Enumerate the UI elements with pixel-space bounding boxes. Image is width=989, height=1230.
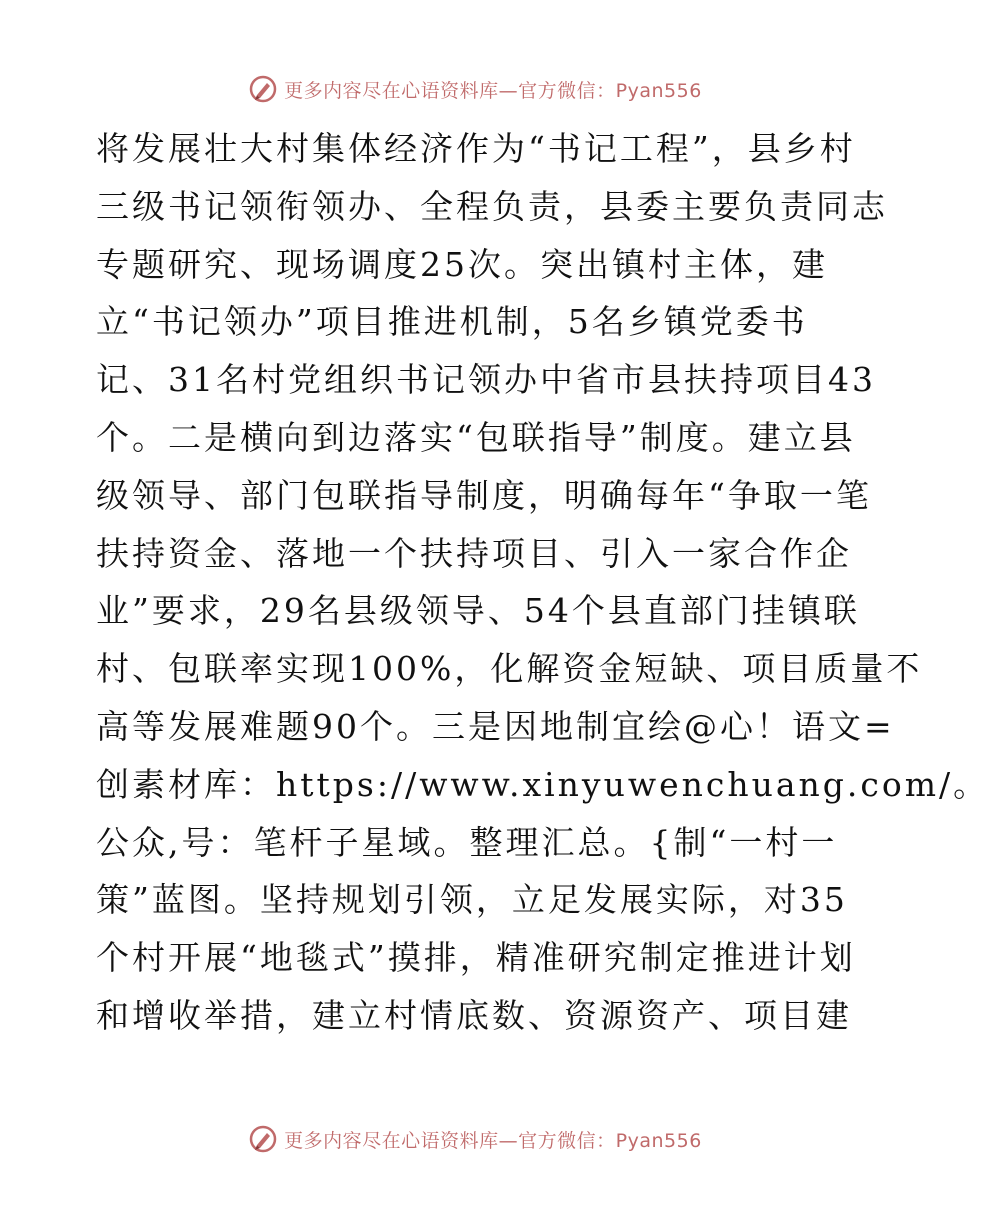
text-line: 创素材库：https://www.xinyuwenchuang.com/。 [96, 764, 989, 804]
text-line: 和增收举措，建立村情底数、资源资产、项目建 [96, 995, 852, 1035]
text-line: 高等发展难题90个。三是因地制宜绘@心！语文= [96, 706, 895, 746]
text-line: 个。二是横向到边落实“包联指导”制度。建立县 [96, 417, 856, 457]
footer-banner [0, 1122, 950, 1156]
text-line: 策”蓝图。坚持规划引领，立足发展实际，对35 [96, 880, 848, 920]
document-body [96, 120, 989, 1045]
text-line: 扶持资金、落地一个扶持项目、引入一家合作企 [96, 533, 852, 573]
text-line: 业”要求，29名县级领导、54个县直部门挂镇联 [96, 591, 860, 631]
header-banner [0, 72, 950, 106]
text-line: 记、31名村党组织书记领办中省市县扶持项目43 [96, 360, 876, 400]
text-line: 个村开展“地毯式”摸排，精准研究制定推进计划 [96, 938, 856, 978]
footer-banner-text: 更多内容尽在心语资料库—官方微信：Pyan556 [284, 1129, 702, 1152]
text-line: 专题研究、现场调度25次。突出镇村主体，建 [96, 244, 828, 284]
text-line: 公众,号：笔杆子星域。整理汇总。{制“一村一 [96, 822, 838, 862]
text-line: 三级书记领衔领办、全程负责，县委主要负责同志 [96, 186, 888, 226]
pen-nib-logo-icon [248, 74, 278, 104]
header-banner-text: 更多内容尽在心语资料库—官方微信：Pyan556 [284, 79, 702, 102]
text-line: 村、包联率实现100%，化解资金短缺、项目质量不 [96, 649, 923, 689]
text-line: 级领导、部门包联指导制度，明确每年“争取一笔 [96, 475, 872, 515]
text-line: 将发展壮大村集体经济作为“书记工程”，县乡村 [96, 129, 856, 168]
text-line: 立“书记领办”项目推进机制，5名乡镇党委书 [96, 302, 808, 342]
pen-nib-logo-icon [248, 1124, 278, 1154]
